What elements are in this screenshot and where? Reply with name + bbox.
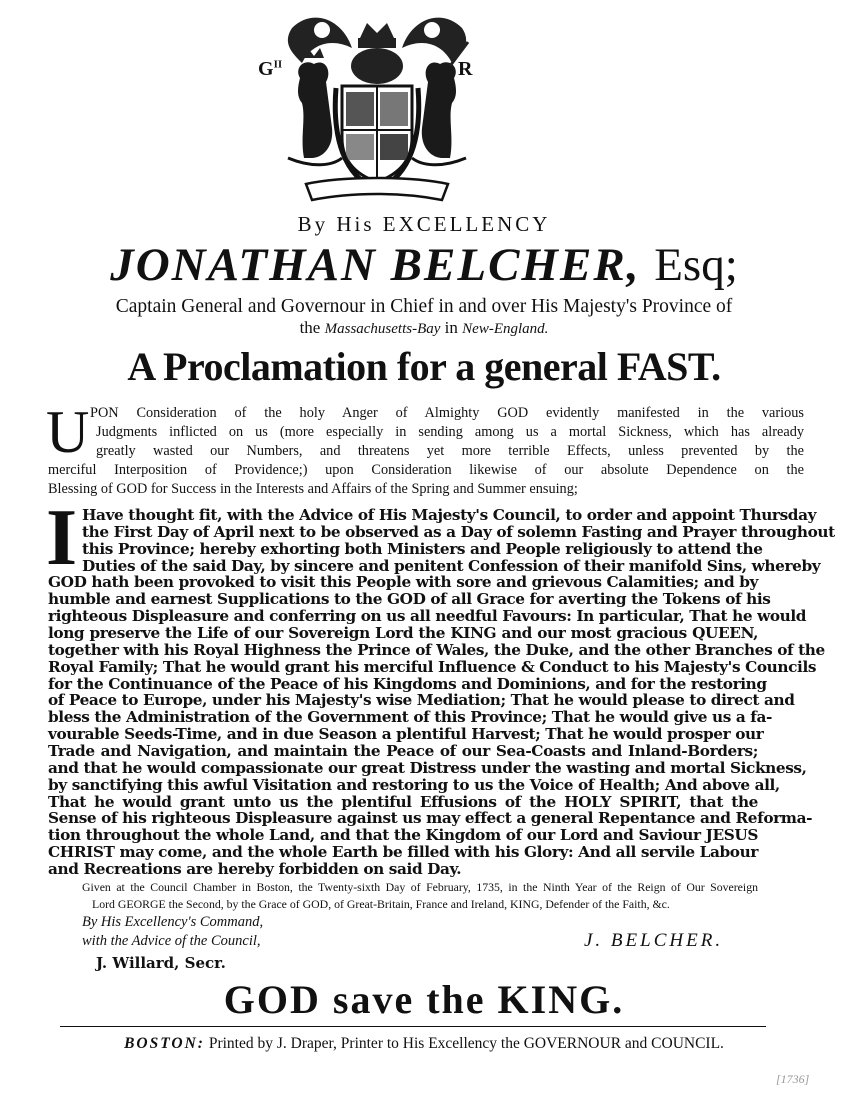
province-line: the Massachusetts-Bay in New-England. <box>299 318 549 337</box>
royal-cipher-left: $G^{II}$ <box>258 58 283 80</box>
body-line: That he would grant unto us the plentiful Effusions of the HOLY SPIRIT, that the <box>48 792 758 811</box>
printer-imprint: BOSTON: Printed by J. Draper, Printer to His Excellency the GOVERNOUR and COUNCIL. <box>124 1035 724 1052</box>
body-line: righteous Displeasure and conferring on us all needful Favours: In particular, That he would <box>48 607 807 626</box>
body-line: Royal Family; That he would grant his merciful Influence & Conduct to his Majesty's Councils <box>48 657 817 676</box>
proclamation-title: A Proclamation for a general FAST. <box>127 344 721 389</box>
body-line: this Province; hereby exhorting both Ministers and People religiously to attend the <box>82 539 763 558</box>
royal-cipher-right: R <box>458 58 473 80</box>
archive-mark: [1736] <box>776 1072 810 1086</box>
body-line: vourable Seeds-Time, and in due Season a plentiful Harvest; That he would prosper our <box>48 725 764 744</box>
given-at-line: Given at the Council Chamber in Boston, the Twenty-sixth Day of February, 1735, in the Ninth Year of the Reign of Our Sovereign <box>82 880 758 894</box>
body-line: Sense of his righteous Displeasure against us may effect a general Repentance and Reforma- <box>48 809 813 828</box>
god-save-the-king: GOD save the KING. <box>223 977 625 1022</box>
preamble-line: PON Consideration of the holy Anger of Almighty GOD evidently manifested in the various <box>90 405 804 421</box>
body-line: CHRIST may come, and the whole Earth be filled with his Glory: And all servile Labour <box>48 843 758 862</box>
body-line: Duties of the said Day, by sincere and penitent Confession of their manifold Sins, whereby <box>82 556 821 575</box>
governor-signature: J. BELCHER. <box>584 930 724 951</box>
body-line: Trade and Navigation, and maintain the Peace of our Sea-Coasts and Inland-Borders; <box>48 742 758 760</box>
body-line: Have thought fit, with the Advice of His Majesty's Council, to order and appoint Thursday <box>82 506 817 524</box>
body-line: GOD hath been provoked to visit this People with sore and grievous Calamities; and by <box>48 573 758 592</box>
governor-title: Captain General and Governour in Chief in and over His Majesty's Province of <box>115 296 733 317</box>
body-line: the First Day of April next to be observed as a Day of solemn Fasting and Prayer throughout <box>82 522 835 541</box>
body-line: bless the Administration of the Government of this Province; That he would give us a fa- <box>48 708 772 727</box>
preamble-line: Blessing of GOD for Success in the Interests and Affairs of the Spring and Summer ensuing; <box>48 481 578 497</box>
body-line: of Peace to Europe, under his Majesty's wise Mediation; That he would please to direct and <box>48 691 795 710</box>
drop-cap-u: U <box>46 399 90 465</box>
drop-cap-i: I <box>46 494 78 582</box>
body-line: together with his Royal Highness the Prince of Wales, the Duke, and the other Branches of the <box>48 640 825 659</box>
body-line: by sanctifying this awful Visitation and restoring to us the Voice of Health; And above all, <box>48 775 780 794</box>
body-line: and Recreations are hereby forbidden on said Day. <box>48 860 462 878</box>
given-at-line: Lord GEORGE the Second, by the Grace of GOD, of Great-Britain, France and Ireland, KING, Defender of the Faith, &c. <box>92 897 670 911</box>
byline: By His EXCELLENCY <box>297 212 551 236</box>
body-line: humble and earnest Supplications to the GOD of all Grace for averting the Tokens of his <box>48 590 771 609</box>
body-line: tion throughout the whole Land, and that the Kingdom of our Lord and Saviour JESUS <box>48 826 758 845</box>
body-line: long preserve the Life of our Sovereign Lord the KING and our most gracious QUEEN, <box>48 624 758 642</box>
body-line: and that he would compassionate our great Distress under the wasting and mortal Sickness, <box>48 758 807 777</box>
council-advice-line: with the Advice of the Council, <box>82 933 261 949</box>
divider-rule <box>60 1026 766 1027</box>
governor-name: JONATHAN BELCHER, Esq; <box>110 239 738 291</box>
royal-coat-of-arms <box>282 8 472 208</box>
preamble-line: greatly wasted our Numbers, and threatens yet more terrible Effects, unless prevented by the <box>96 443 804 459</box>
preamble-line: merciful Interposition of Providence;) upon Consideration likewise of our absolute Dependence on the <box>48 462 804 478</box>
preamble-line: Judgments inflicted on us (more especially in sending among us a mortal Sickness, which has already <box>96 424 804 440</box>
command-line: By His Excellency's Command, <box>82 914 264 930</box>
body-line: for the Continuance of the Peace of his Kingdoms and Dominions, and for the restoring <box>48 674 767 693</box>
secretary-signature: J. Willard, Secr. <box>96 954 226 972</box>
